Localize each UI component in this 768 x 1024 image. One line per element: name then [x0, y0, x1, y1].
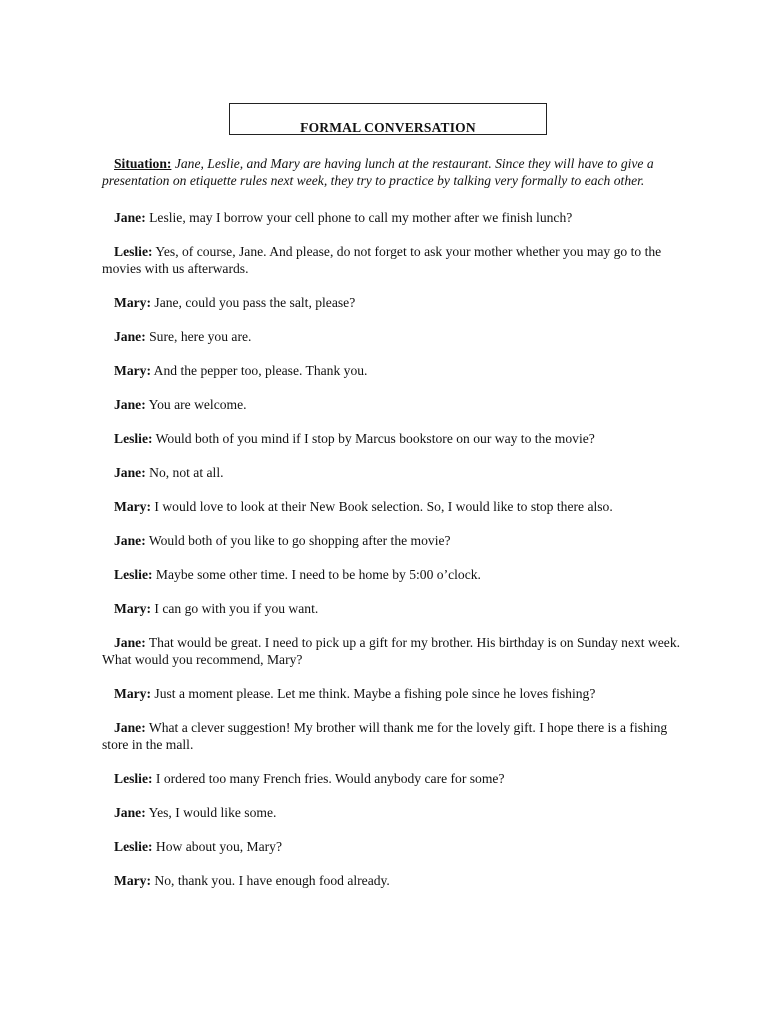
speaker-name: Leslie:: [114, 839, 153, 854]
dialogue-text: Sure, here you are.: [149, 329, 252, 344]
speaker-name: Jane:: [114, 329, 146, 344]
speaker-name: Mary:: [114, 363, 151, 378]
dialogue-text: That would be great. I need to pick up a gift for my brother. His birthday is on Sunday next week. What would you recommend, Mary?: [102, 635, 681, 667]
dialogue-line: [102, 872, 682, 889]
speaker-name: Mary:: [114, 601, 151, 616]
dialogue-text: Jane, could you pass the salt, please?: [154, 295, 356, 310]
speaker-name: Leslie:: [114, 771, 153, 786]
dialogue-line: [102, 532, 682, 549]
dialogue-line: [102, 362, 682, 379]
speaker-name: Mary:: [114, 295, 151, 310]
speaker-name: Leslie:: [114, 431, 153, 446]
dialogue-text: No, thank you. I have enough food already.: [154, 873, 390, 888]
dialogue-line: [102, 430, 682, 447]
dialogue-text: And the pepper too, please. Thank you.: [153, 363, 368, 378]
dialogue-text: Would both of you mind if I stop by Marcus bookstore on our way to the movie?: [155, 431, 595, 446]
document-title: FORMAL CONVERSATION: [300, 120, 476, 135]
dialogue-line: [102, 600, 682, 617]
dialogue-line: [102, 634, 682, 668]
dialogue-text: I ordered too many French fries. Would anybody care for some?: [155, 771, 505, 786]
title-box: [229, 103, 547, 135]
dialogue-text: Leslie, may I borrow your cell phone to call my mother after we finish lunch?: [149, 210, 573, 225]
dialogue-text: Maybe some other time. I need to be home by 5:00 o’clock.: [155, 567, 481, 582]
dialogue-text: Yes, I would like some.: [148, 805, 277, 820]
speaker-name: Jane:: [114, 210, 146, 225]
situation-text: Jane, Leslie, and Mary are having lunch at the restaurant. Since they will have to give a presentation on etiquette rules next week, they try to practice by talking very formally to each other.: [102, 156, 654, 188]
dialogue-line: [102, 209, 682, 226]
dialogue-line: [102, 770, 682, 787]
speaker-name: Leslie:: [114, 567, 153, 582]
dialogue-line: [102, 328, 682, 345]
dialogue-line: [102, 566, 682, 583]
speaker-name: Jane:: [114, 397, 146, 412]
speaker-name: Mary:: [114, 499, 151, 514]
dialogue-line: [102, 838, 682, 855]
speaker-name: Jane:: [114, 465, 146, 480]
speaker-name: Jane:: [114, 805, 146, 820]
situation-paragraph: [102, 155, 682, 189]
dialogue-text: Yes, of course, Jane. And please, do not forget to ask your mother whether you may go to the movies with us afterwards.: [102, 244, 662, 276]
speaker-name: Leslie:: [114, 244, 153, 259]
dialogue-line: [102, 685, 682, 702]
speaker-name: Mary:: [114, 686, 151, 701]
dialogue-text: You are welcome.: [148, 397, 247, 412]
dialogue-text: What a clever suggestion! My brother will thank me for the lovely gift. I hope there is a fishing store in the mall.: [102, 720, 668, 752]
dialogue-text: Just a moment please. Let me think. Maybe a fishing pole since he loves fishing?: [154, 686, 596, 701]
speaker-name: Jane:: [114, 533, 146, 548]
dialogue-line: [102, 243, 682, 277]
situation-label: Situation:: [114, 156, 172, 171]
speaker-name: Jane:: [114, 720, 146, 735]
dialogue-line: [102, 294, 682, 311]
document-body: [102, 155, 682, 906]
dialogue-line: [102, 464, 682, 481]
dialogue-text: I can go with you if you want.: [154, 601, 319, 616]
dialogue-text: No, not at all.: [149, 465, 224, 480]
dialogue-text: Would both of you like to go shopping after the movie?: [148, 533, 451, 548]
dialogue-line: [102, 804, 682, 821]
dialogue-line: [102, 396, 682, 413]
dialogue-text: How about you, Mary?: [155, 839, 283, 854]
dialogue-line: [102, 719, 682, 753]
speaker-name: Mary:: [114, 873, 151, 888]
dialogue-line: [102, 498, 682, 515]
dialogue-text: I would love to look at their New Book selection. So, I would like to stop there also.: [154, 499, 613, 514]
speaker-name: Jane:: [114, 635, 146, 650]
